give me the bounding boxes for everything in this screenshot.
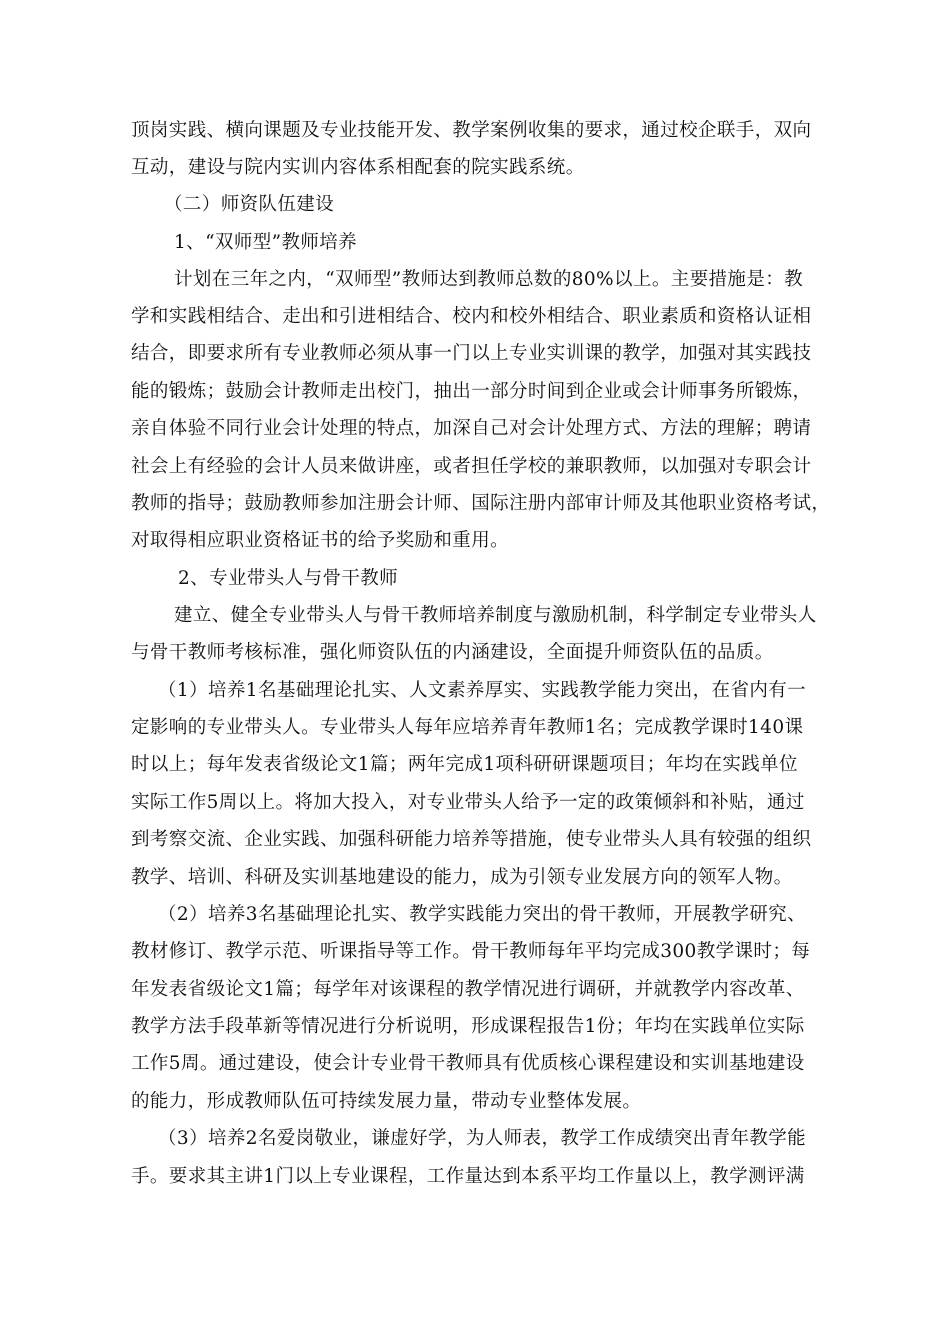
text-line: 学和实践相结合、走出和引进相结合、校内和校外相结合、职业素质和资格认证相 (131, 306, 812, 327)
subsection-heading: 2、专业带头人与骨干教师 (178, 568, 399, 589)
text-line: 顶岗实践、横向课题及专业技能开发、教学案例收集的要求，通过校企联手，双向 (131, 120, 812, 141)
text-line: 到考察交流、企业实践、加强科研能力培养等措施，使专业带头人具有较强的组织 (131, 829, 812, 850)
text-line: 教材修订、教学示范、听课指导等工作。骨干教师每年平均完成300教学课时；每 (131, 941, 811, 962)
text-line: 与骨干教师考核标准，强化师资队伍的内涵建设，全面提升师资队伍的品质。 (131, 642, 774, 663)
section-heading: （二）师资队伍建设 (164, 194, 335, 215)
text-line: 教学方法手段革新等情况进行分析说明，形成课程报告1份；年均在实践单位实际 (131, 1016, 805, 1037)
text-line: 年发表省级论文1篇；每学年对该课程的教学情况进行调研，并就教学内容改革、 (131, 979, 805, 1000)
subsection-heading: 1、“双师型”教师培养 (174, 232, 358, 253)
text-line: 的能力，形成教师队伍可持续发展力量，带动专业整体发展。 (131, 1091, 642, 1112)
text-line: （3）培养2名爱岗敬业，谦虚好学，为人师表，教学工作成绩突出青年教学能 (158, 1128, 807, 1149)
text-line: 亲自体验不同行业会计处理的特点，加深自己对会计处理方式、方法的理解；聘请 (131, 418, 812, 439)
text-line: 结合，即要求所有专业教师必须从事一门以上专业实训课的教学，加强对其实践技 (131, 343, 812, 364)
text-line: 教学、培训、科研及实训基地建设的能力，成为引领专业发展方向的领军人物。 (131, 867, 793, 888)
text-line: 实际工作5周以上。将加大投入，对专业带头人给予一定的政策倾斜和补贴，通过 (131, 792, 805, 813)
text-line: 工作5周。通过建设，使会计专业骨干教师具有优质核心课程建设和实训基地建设 (131, 1053, 805, 1074)
text-line: （2）培养3名基础理论扎实、教学实践能力突出的骨干教师，开展教学研究、 (158, 904, 807, 925)
text-line: 建立、健全专业带头人与骨干教师培养制度与激励机制，科学制定专业带头人 (174, 605, 817, 626)
text-line: 互动，建设与院内实训内容体系相配套的院实践系统。 (131, 157, 585, 178)
text-line: 社会上有经验的会计人员来做讲座，或者担任学校的兼职教师，以加强对专职会计 (131, 456, 812, 477)
text-line: 手。要求其主讲1门以上专业课程，工作量达到本系平均工作量以上，教学测评满 (131, 1166, 805, 1187)
text-line: （1）培养1名基础理论扎实、人文素养厚实、实践教学能力突出，在省内有一 (158, 680, 807, 701)
text-line: 定影响的专业带头人。专业带头人每年应培养青年教师1名；完成教学课时140课 (131, 717, 804, 738)
text-line: 计划在三年之内，“双师型”教师达到教师总数的80%以上。主要措施是：教 (174, 269, 804, 290)
text-line: 能的锻炼；鼓励会计教师走出校门，抽出一部分时间到企业或会计师事务所锻炼， (131, 381, 812, 402)
text-line: 对取得相应职业资格证书的给予奖励和重用。 (131, 530, 510, 551)
text-line: 教师的指导；鼓励教师参加注册会计师、国际注册内部审计师及其他职业资格考试， (131, 493, 831, 514)
text-line: 时以上；每年发表省级论文1篇；两年完成1项科研研课题项目；年均在实践单位 (131, 754, 798, 775)
